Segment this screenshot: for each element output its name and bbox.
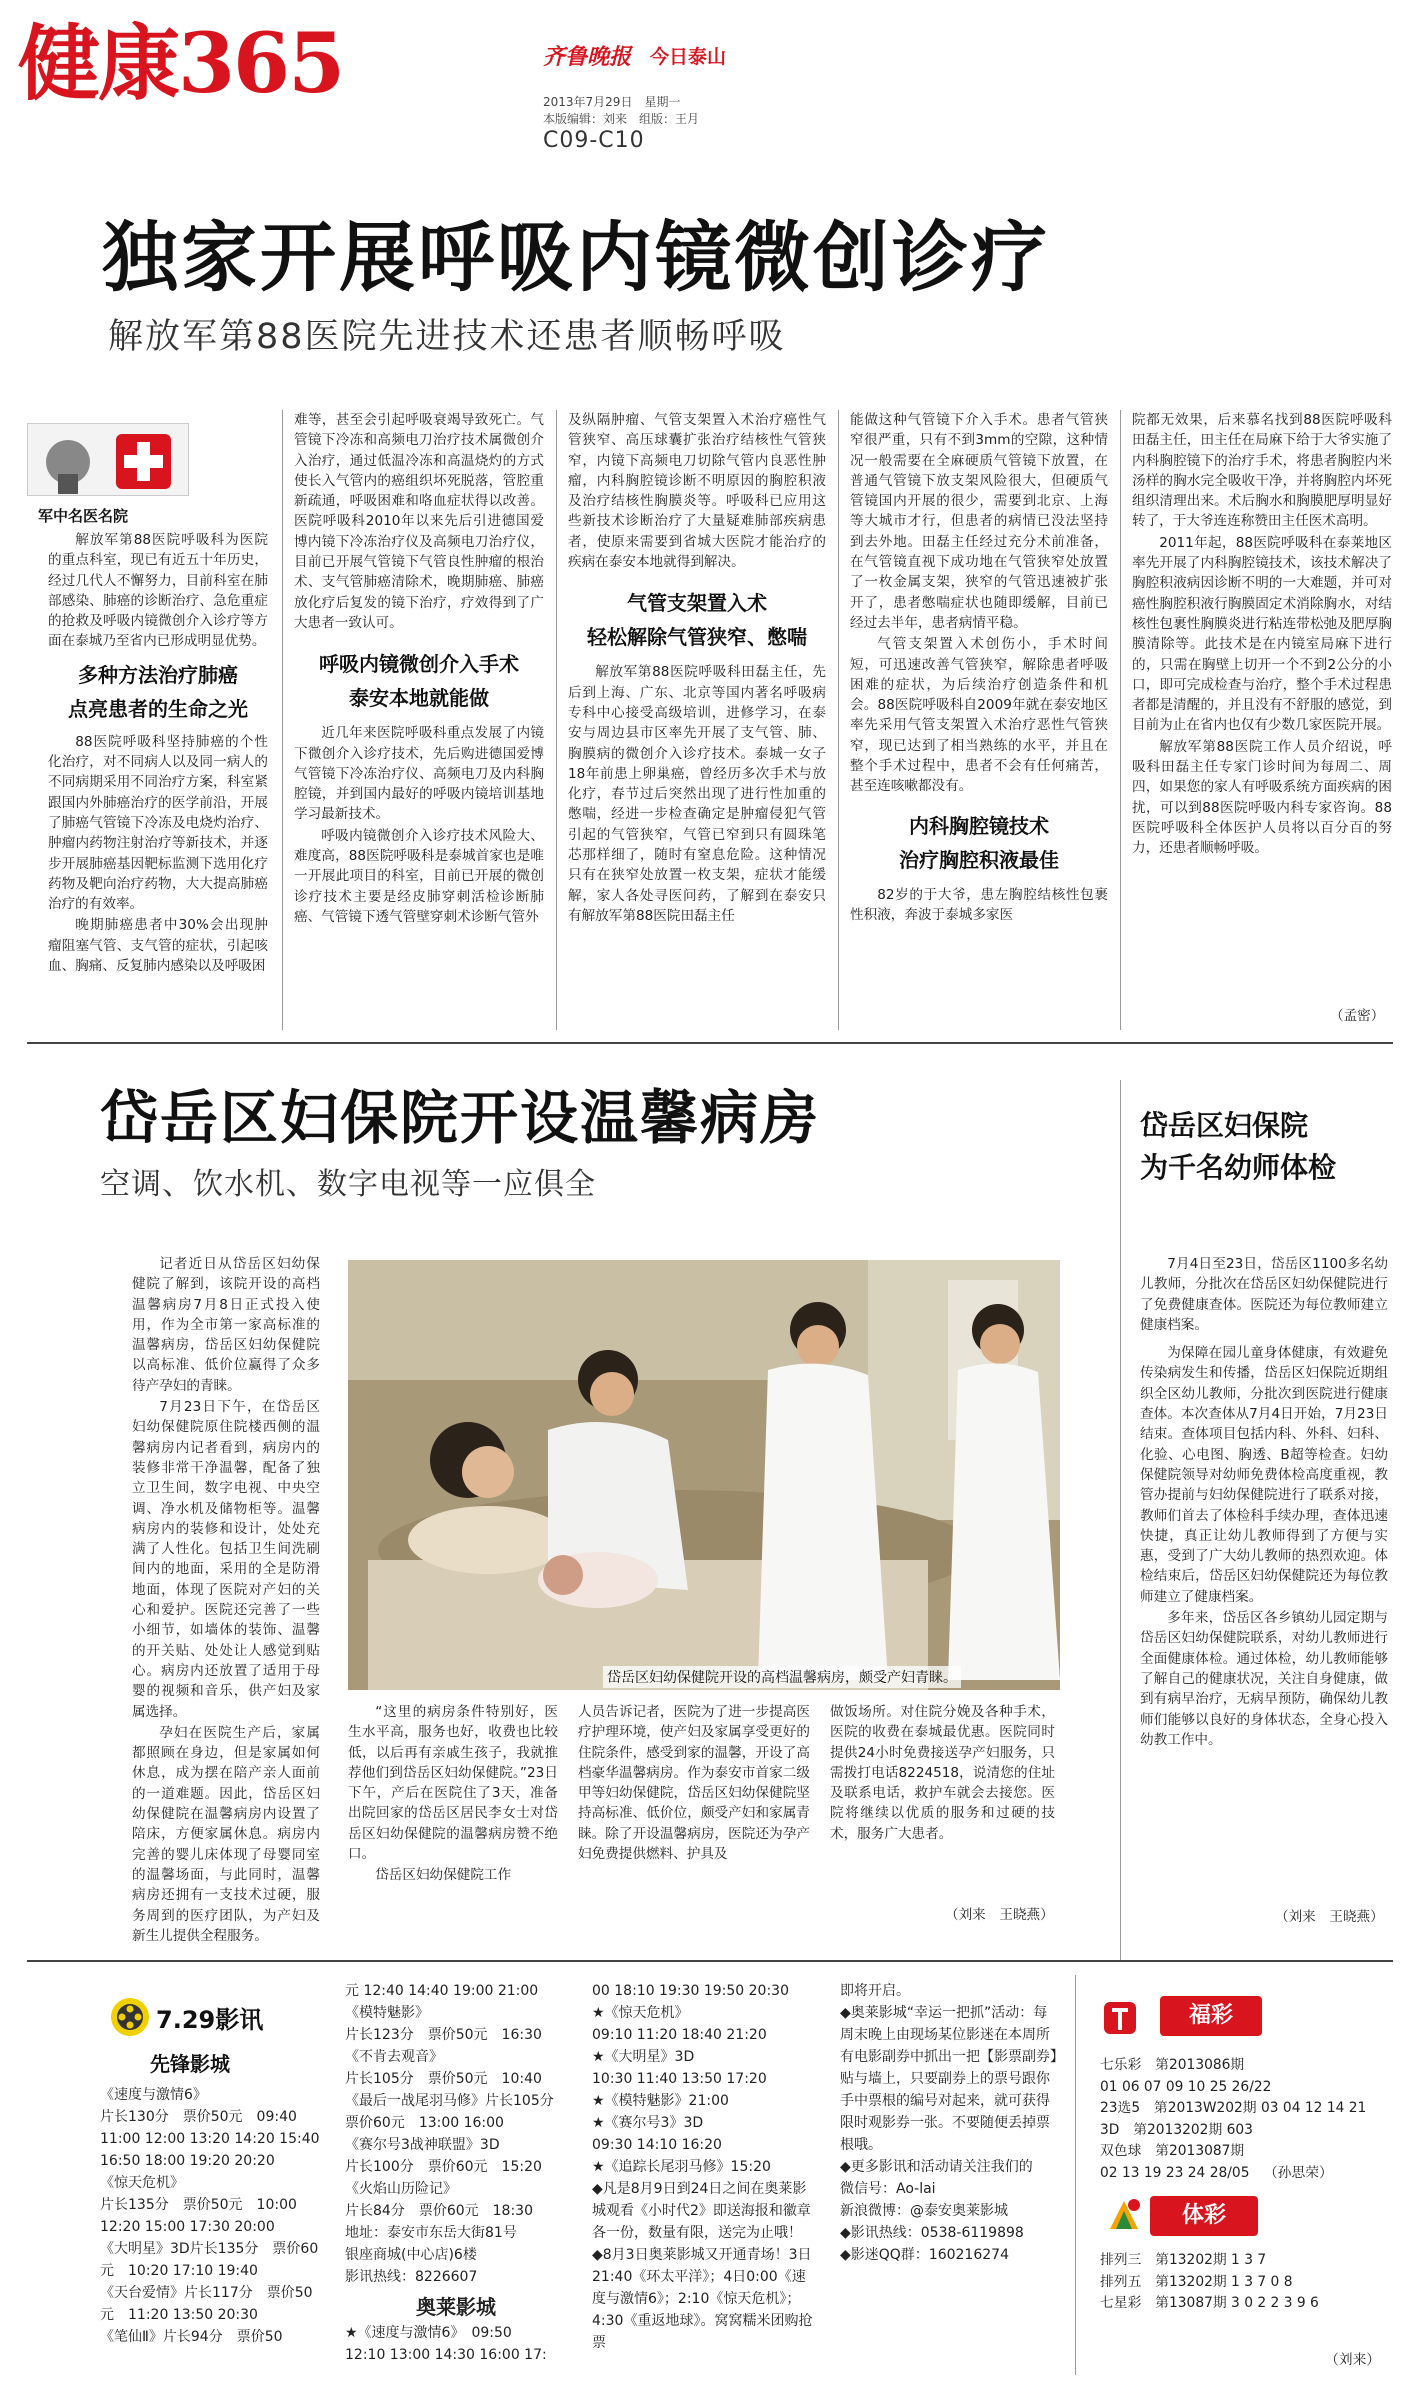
listing-line: 《赛尔号3战神联盟》3D [345,2137,500,2153]
listing-line: 即将开启。 [840,1983,910,1999]
issue-date: 2013年7月29日 星期一 [543,95,681,109]
movies-header: 7.29影讯 [156,2006,264,2034]
column-divider [1075,1975,1076,2375]
subheading-4 [850,809,1108,877]
story1-column-2 [294,410,544,928]
subheading-3 [568,586,826,654]
story1-title: 独家开展呼吸内镜微创诊疗 [102,213,1050,302]
listing-line: 银座商城(中心店)6楼 [345,2247,477,2263]
listing-line: ★《模特魅影》21:00 [592,2093,729,2109]
story3-title-line: 岱岳区妇保院 [1140,1109,1309,1142]
listing-line: 《最后一战尾羽马修》片长105分 票价60元 13:00 16:00 [345,2093,568,2131]
paragraph: 解放军第88医院呼吸科为医院的重点科室，现已有近五十年历史，经过几代人不懈努力，目前科室在肺部感染、肺癌的诊断治疗、急危重症的抢救及呼吸内镜微创介入诊疗等方面在泰城乃至省内已形成明显优势。 [48,532,268,650]
paragraph: 做饭场所。对住院分娩及各种手术，医院的收费在泰城最优惠。医院同时提供24小时免费接送孕产妇服务，只需拨打电话8224518，说清您的住址及联系电话，救护车就会去接您。医院将继续以优质的服务和过硬的技术，服务广大患者。 [830,1704,1055,1842]
paragraph: 2011年起，88医院呼吸科在泰莱地区率先开展了内科胸腔镜技术，该技术解决了胸腔积液病因诊断不明的一大难题，并可对癌性胸腔积液行胸膜固定术消除胸水，对结核性包裹性胸膜炎进行粘连带松弛及肥厚胸膜清除等。此技术是在内镜室局麻下进行的，只需在胸壁上切开一个不到2公分的小口，即可完成检查与治疗，整个手术过程患者都是清醒的，并且没有不舒服的感觉，到目前为止在省内也仅有少数几家医院开展。 [1132,534,1392,734]
result-line: 排列五 第13202期 1 3 7 0 8 [1100,2273,1293,2290]
ticai-byline: （刘来） [1325,2352,1381,2368]
paragraph: 多年来，岱岳区各乡镇幼儿园定期与岱岳区妇幼保健院联系，对幼儿教师进行全面健康体检。通过体检，幼儿教师能够了解自己的健康状况，关注自身健康，做到有病早治疗，无病早预防，确保幼儿教师们能够以良好的身体状态，全身心投入幼教工作中。 [1140,1610,1388,1748]
paragraph: 晚期肺癌患者中30%会出现肿瘤阻塞气管、支气管的症状，引起咳血、胸痛、反复肺内感染以及呼吸困 [48,917,268,975]
section-divider [27,1960,1393,1962]
listing-line: 片长105分 票价50元 10:40 [345,2071,542,2087]
editor-credit: 本版编辑：刘来 组版：王月 [543,112,700,126]
story1-column-1 [48,530,268,977]
paragraph: 82岁的于大爷，患左胸腔结核性包裹性积液，奔波于泰城多家医 [850,886,1108,923]
listing-line: ★《惊天危机》 [592,2005,689,2021]
result-line: 01 06 07 09 10 25 26/22 [1100,2078,1272,2095]
listing-line: 《不肯去观音》 [345,2049,443,2065]
listing-line: ★《速度与激情6》 09:50 [345,2325,512,2341]
story3-byline: （刘来 王晓燕） [1275,1909,1384,1925]
paper-name: 齐鲁晚报 [543,44,632,70]
subheading-line: 呼吸内镜微创介入手术 [319,652,519,677]
paragraph: 近几年来医院呼吸科重点发展了内镜下微创介入诊疗技术，先后购进德国爱博气管镜下冷冻治疗仪、高频电刀及内科胸腔镜，并到国内最好的呼吸内镜培训基地学习最新技术。 [294,725,544,823]
film-reel-icon [110,1997,150,2037]
listing-line: 元 12:40 14:40 19:00 21:00 [345,1983,539,1999]
story3-body [1140,1254,1388,1751]
story1-subtitle: 解放军第88医院先进技术还患者顺畅呼吸 [108,317,786,357]
listing-line: 《惊天危机》 [100,2175,184,2191]
story3-title [1140,1105,1390,1189]
movies-column-2 [345,1980,567,2366]
column-divider [1120,1080,1121,1960]
listing-line: 《模特魅影》 [345,2005,429,2021]
section-divider [27,1042,1393,1044]
listing-line: 10:30 11:40 13:50 17:20 [592,2071,767,2087]
paragraph: 孕妇在医院生产后，家属都照顾在身边，但是家属如何休息，成为摆在陪产亲人面前的一道难题。因此，岱岳区妇幼保健院在温馨病房内设置了陪床，方便家属休息。病房内完善的婴儿床体现了母婴同室的温馨场面，与此同时，温馨病房还拥有一支技术过硬，服务周到的医疗团队，为产妇及新生儿提供全程服务。 [132,1724,320,1944]
result-line: 双色球 第2013087期 [1100,2143,1245,2159]
listing-line: ★《大明星》3D [592,2049,695,2065]
paragraph: 院都无效果，后来慕名找到88医院呼吸科田磊主任，田主任在局麻下给于大爷实施了内科胸腔镜下的治疗手术，将患者胸腔内米汤样的胸水完全吸收干净，并将胸腔内坏死组织清理出来。术后胸水和胸膜肥厚明显好转了，于大爷连连称赞田主任医术高明。 [1132,412,1392,530]
listing-line: 《天台爱情》片长117分 票价50元 11:20 13:50 20:30 [100,2285,313,2323]
paragraph: 气管支架置入术创伤小，手术时间短，可迅速改善气管狭窄，解除患者呼吸困难的症状，为后续治疗创造条件和机会。88医院呼吸科自2009年就在泰安地区率先采用气管支架置入术治疗恶性气管狭窄，现已达到了相当熟练的水平，并且在整个手术过程中，患者不会有任何痛苦，甚至连咳嗽都没有。 [850,636,1108,795]
result-line: 七星彩 第13087期 3 0 2 2 3 9 6 [1100,2295,1319,2311]
listing-line: ◆影迷QQ群：160216274 [840,2247,1009,2263]
result-line [1100,2163,1390,2185]
listing-line: 片长123分 票价50元 16:30 [345,2027,542,2043]
paragraph: 7月23日下午，在岱岳区妇幼保健院原住院楼西侧的温馨病房内记者看到，病房内的装修非常干净温馨，配备了独立卫生间，数字电视、中央空调、净水机及储物柜等。温馨病房内的装修和设计，处处充满了人性化。包括卫生间洗刷间内的地面，采用的全是防滑地面，体现了医院对产妇的关心和爱护。医院还完善了一些小细节，如墙体的装饰、温馨的开关贴、处处让人感觉到贴心。病房内还放置了适用于母婴的视频和音乐，供产妇及家属选择。 [132,1399,320,1720]
listing-line: 地址：泰安市东岳大街81号 [345,2225,517,2241]
listing-line: ◆8月3日奥莱影城又开通青场！3日21:40《环太平洋》；4日0:00《速度与激情6》；2:10《惊天危机》；4:30《重返地球》。窝窝糯米团购抢票 [592,2247,813,2351]
listing-line: 片长100分 票价60元 15:20 [345,2159,542,2175]
listing-line: 片长130分 票价50元 09:40 [100,2109,297,2125]
listing-line: 影讯热线：8226607 [345,2269,478,2285]
listing-line: 《笔仙Ⅱ》片长94分 票价50 [100,2329,283,2345]
listing-line: ◆更多影讯和活动请关注我们的 [840,2159,1033,2175]
paragraph: 7月4日至23日，岱岳区1100多名幼儿教师，分批次在岱岳区妇幼保健院进行了免费健康查体。医院还为每位教师建立健康档案。 [1140,1256,1388,1333]
subheading-line: 多种方法治疗肺癌 [78,662,238,687]
paragraph: 解放军第88医院呼吸科田磊主任，先后到上海、广东、北京等国内著名呼吸病专科中心接受高级培训，进修学习，在泰安与周边县市区率先开展了支气管、肺、胸膜病的微创介入诊疗技术。泰城一女子18年前患上卵巢癌，曾经历多次手术与放化疗，春节过后突然出现了进行性加重的憋喘，经进一步检查确定是肿瘤侵犯气管引起的气管狭窄，气管已窄到只有圆珠笔芯那样细了，随时有窒息危险。这种情况只有在狭窄处放置一枚支架，症状才能缓解，家人各处寻医问药，了解到在泰安只有解放军第88医院田磊主任 [568,664,826,924]
listing-line: ◆凡是8月9日到24日之间在奥莱影城观看《小时代2》即送海报和徽章各一份，数量有限，送完为止哦！ [592,2181,811,2241]
edition-name: 今日泰山 [650,46,727,68]
subheading-1 [48,658,268,726]
result-line: 3D 第2013202期 603 [1100,2121,1253,2138]
listing-line: 00 18:10 19:30 19:50 20:30 [592,1983,789,1999]
listing-line: ★《赛尔号3》3D [592,2115,704,2131]
paragraph: 及纵隔肿瘤、气管支架置入术治疗癌性气管狭窄、高压球囊扩张治疗结核性气管狭窄，内镜下高频电刀切除气管内良恶性肿瘤，内科胸腔镜诊断不明原因的胸腔积液及治疗结核性胸膜炎等。呼吸科已应用这些新技术诊断治疗了大量疑难肺部疾病患者，使原来需要到省城大医院才能治疗的疾病在泰安本地就得到解决。 [568,412,826,571]
sports-lottery-text: 体彩 [1181,2203,1226,2228]
welfare-lottery-label [1160,1996,1262,2036]
cinema-1-name: 先锋影城 [150,2052,230,2076]
story2-title: 岱岳区妇保院开设温馨病房 [100,1084,821,1152]
story2-column-2 [348,1702,558,1887]
welfare-lottery-results [1100,2055,1390,2184]
red-cross-icon [27,423,189,496]
cinema-2-name: 奥莱影城 [416,2295,496,2319]
listing-line: 片长135分 票价50元 10:00 12:20 15:00 17:30 20:00 [100,2197,302,2235]
movies-column-4 [840,1980,1060,2266]
listing-line: 《火焰山历险记》 [345,2181,457,2197]
result-line: 排列三 第13202期 1 3 7 [1100,2252,1267,2268]
result-line: 七乐彩 第2013086期 [1100,2057,1245,2073]
story2-subtitle: 空调、饮水机、数字电视等一应俱全 [100,1167,596,1202]
movies-column-3 [592,1980,814,2354]
sports-lottery-label [1150,2196,1258,2236]
paragraph: 为保障在园儿童身体健康，有效避免传染病发生和传播，岱岳区妇保院近期组织全区幼儿教师，分批次到医院进行健康查体。本次查体从7月4日开始，7月23日结束。查体项目包括内科、外科、妇科、化验、心电图、胸透、B超等检查。妇幼保健院领导对幼师免费体检高度重视，教管办提前与妇幼保健院进行了联系对接，教师们首去了体检科手续办理，查体迅速快捷，真正让幼儿教师得到了方便与实惠，受到了广大幼儿教师的热烈欢迎。体检结束后，岱岳区妇幼保健院还为每位教师建立了健康档案。 [1140,1345,1388,1605]
column-divider [282,410,283,1030]
fucai-byline: （孙思荣） [1263,2164,1333,2181]
subheading-line: 气管支架置入术 [627,591,767,616]
page-numbers: C09-C10 [543,128,645,153]
subheading-line: 点亮患者的生命之光 [68,696,248,721]
ward-photo [348,1260,1060,1690]
story2-column-1 [132,1254,320,1947]
paragraph: 难等，甚至会引起呼吸衰竭导致死亡。气管镜下冷冻和高频电刀治疗技术属微创介入治疗，通过低温冷冻和高温烧灼的方式使长入气管内的癌组织坏死脱落，管腔重新疏通，呼吸困难和咯血症状得以改善。医院呼吸科2010年以来先后引进德国爱博内镜下冷冻治疗仪及高频电刀治疗仪，目前已开展气管镜下气管良性肿瘤的根治术、支气管肺癌清除术，晚期肺癌、肺癌放化疗后复发的镜下治疗，疗效得到了广大患者一致认可。 [294,412,544,631]
listing-line: 新浪微博：@泰安奥莱影城 [840,2203,1008,2219]
paragraph: 岱岳区妇幼保健院工作 [375,1867,512,1884]
story2-byline: （刘来 王晓燕） [945,1907,1054,1923]
column-divider [556,410,557,1030]
badge-label: 军中名医名院 [38,507,129,525]
listing-line: ★《追踪长尾羽马修》15:20 [592,2159,771,2175]
listing-line: 09:30 14:10 16:20 [592,2137,722,2153]
story2-column-3 [578,1702,810,1865]
column-divider [838,410,839,1030]
masthead [0,0,1409,153]
listing-line: 11:00 12:00 13:20 14:20 15:40 16:50 18:00 19:20 20:20 [100,2131,324,2169]
story1-byline: （孟密） [1330,1008,1385,1024]
photo-caption: 岱岳区妇幼保健院开设的高档温馨病房，颇受产妇青睐。 [603,1666,961,1688]
story2-column-4 [830,1702,1055,1845]
paragraph: 88医院呼吸科坚持肺癌的个性化治疗，对不同病人以及同一病人的不同病期采用不同治疗方案，科室紧跟国内外肺癌治疗的医学前沿，开展了肺癌气管镜下冷冻及电烧灼治疗、肿瘤内药物注射治疗等新技术，并逐步开展肺癌基因靶标监测下选用化疗药物及靶向治疗药物，大大提高肺癌治疗的有效率。 [48,733,268,913]
sports-lottery-results [1100,2250,1390,2315]
story1-column-3 [568,410,826,927]
listing-line: 《速度与激情6》 [100,2087,207,2103]
subheading-line: 泰安本地就能做 [349,686,489,711]
movies-column-1 [100,2084,322,2348]
paragraph: 记者近日从岱岳区妇幼保健院了解到，该院开设的高档温馨病房7月8日正式投入使用，作为全市第一家高标准的温馨病房，岱岳区妇幼保健院以高标准、低价位赢得了众多待产孕妇的青睐。 [132,1256,320,1394]
listing-line: 片长84分 票价60元 18:30 [345,2203,533,2219]
paragraph: 解放军第88医院工作人员介绍说，呼吸科田磊主任专家门诊时间为每周二、周四，如果您的家人有呼吸系统方面疾病的困扰，可以到88医院呼吸内科专家咨询。88医院呼吸科全体医护人员将以百分百的努力，还患者顺畅呼吸。 [1132,738,1392,857]
paragraph: 呼吸内镜微创介入诊疗技术风险大、难度高，88医院呼吸科是泰城首家也是唯一开展此项目的科室，目前已开展的微创诊疗技术主要是经皮肺穿刺活检诊断肺癌、气管镜下透气管壁穿刺术诊断气管外 [294,827,544,925]
subheading-line: 治疗胸腔积液最佳 [899,847,1059,872]
paragraph: “这里的病房条件特别好，医生水平高，服务也好，收费也比较低，以后再有亲戚生孩子，我就推荐他们到岱岳区妇幼保健院。”23日下午，产后在医院住了3天，准备出院回家的岱岳区居民李女士对岱岳区妇幼保健院的温馨病房赞不绝口。 [348,1704,558,1863]
welfare-lottery-icon [1100,1998,1160,2038]
listing-line: ◆奥莱影城“幸运一把抓”活动：每周末晚上由现场某位影迷在本周所有电影副券中抓出一把【影票副券】贴与墙上，只要副券上的票号跟你手中票根的编号对起来，就可获得限时观影券一张。不要随便丢掉票根哦。 [840,2005,1057,2153]
paragraph: 能做这种气管镜下介入手术。患者气管狭窄很严重，只有不到3mm的空隙，这种情况一般需要在全麻硬质气管镜下放置，在普通气管镜下放支架风险很大，但硬质气管镜国内开展的很少，需要到北京、上海等大城市才行，但患者的病情已没法坚持到去外地。田磊主任经过充分术前准备，在气管镜直视下成功地在气管狭窄处放置了一枚金属支架，狭窄的气管迅速被扩张开了，患者憋喘症状也随即缓解，目前已经过去半年，患者病情平稳。 [850,412,1108,631]
story1-column-5 [1132,410,1392,860]
sports-lottery-icon [1104,2195,1144,2235]
listing-line: ◆影讯热线：0538-6119898 [840,2225,1024,2241]
paragraph: 人员告诉记者，医院为了进一步提高医疗护理环境，使产妇及家属享受更好的住院条件，感受到家的温馨，开设了高档豪华温馨病房。作为泰安市首家二级甲等妇幼保健院，岱岳区妇幼保健院坚持高标准、低价位，颇受产妇和家属青睐。除了开设温馨病房，医院还为孕产妇免费提供燃料、护具及 [578,1704,810,1863]
listing-line: 《大明星》3D片长135分 票价60元 10:20 17:10 19:40 [100,2241,319,2279]
listing-line: 微信号：Ao-lai [840,2181,936,2197]
story1-column-4 [850,410,1108,926]
welfare-lottery-text: 福彩 [1188,2003,1233,2028]
subheading-line: 轻松解除气管狭窄、憋喘 [587,625,807,650]
subheading-line: 内科胸腔镜技术 [909,813,1049,838]
listing-line: 12:10 13:00 14:30 16:00 17: [345,2347,547,2363]
subheading-2 [294,647,544,715]
result-line: 23选5 第2013W202期 03 04 12 14 21 [1100,2100,1367,2116]
brand-logo: 健康365 [18,16,344,112]
result-numbers: 02 13 19 23 24 28/05 [1100,2164,1250,2181]
column-divider [1120,410,1121,1030]
listing-line: 09:10 11:20 18:40 21:20 [592,2027,767,2043]
story3-title-line: 为千名幼师体检 [1140,1151,1337,1184]
